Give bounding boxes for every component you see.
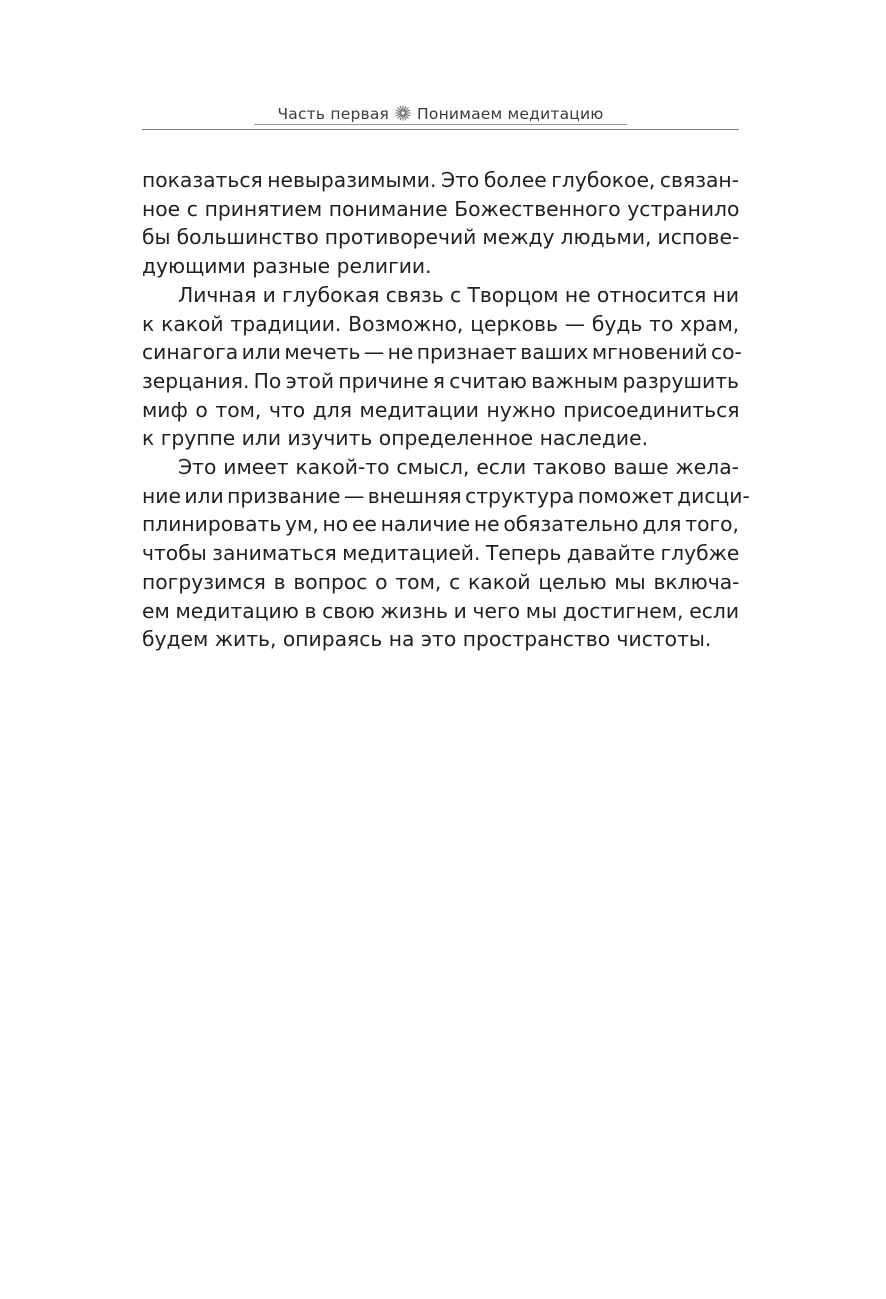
text-line: ние или призвание — внешняя структура поможет дисци- [142,483,750,508]
text-line: зерцания. По этой причине я считаю важным разрушить [142,368,739,393]
text-line: чтобы заниматься медитацией. Теперь давайте глубже [142,541,740,566]
text-line: Это имеет какой-то смысл, если таково ваше жела- [178,455,739,480]
text-line: бы большинство противоречий между людьми, испове- [142,225,740,250]
running-head-section: Понимаем медитацию [417,105,604,123]
running-head [142,104,739,130]
paragraph-2 [142,281,742,453]
text-line: Личная и глубокая связь с Творцом не относится ни [178,282,739,307]
text-line: миф о том, что для медитации нужно присоединиться [142,397,740,422]
text-line: ное с принятием понимание Божественного устранило [142,196,740,221]
text-line: погрузимся в вопрос о том, с какой целью мы включа- [142,569,740,594]
text-line: дующими разные религии. [142,254,432,279]
paragraph-1 [142,166,739,281]
running-head-text [142,104,739,123]
text-line: к группе или изучить определенное наследие. [142,426,649,451]
body-text [142,166,750,654]
header-accent-rule [254,124,627,125]
text-line: ем медитацию в свою жизнь и чего мы достигнем, если [142,598,739,623]
text-line: синагога или мечеть — не признает ваших мгновений со- [142,340,742,365]
header-rule [142,129,739,130]
running-head-part: Часть первая [277,105,390,123]
star-icon [394,104,412,122]
paragraph-3 [142,453,750,654]
text-line: к какой традиции. Возможно, церковь — будь то храм, [142,311,740,336]
text-line: показаться невыразимыми. Это более глубокое, связан- [142,168,739,192]
text-line: плинировать ум, но ее наличие не обязательно для того, [142,512,739,537]
text-line: будем жить, опираясь на это пространство чистоты. [142,627,712,652]
